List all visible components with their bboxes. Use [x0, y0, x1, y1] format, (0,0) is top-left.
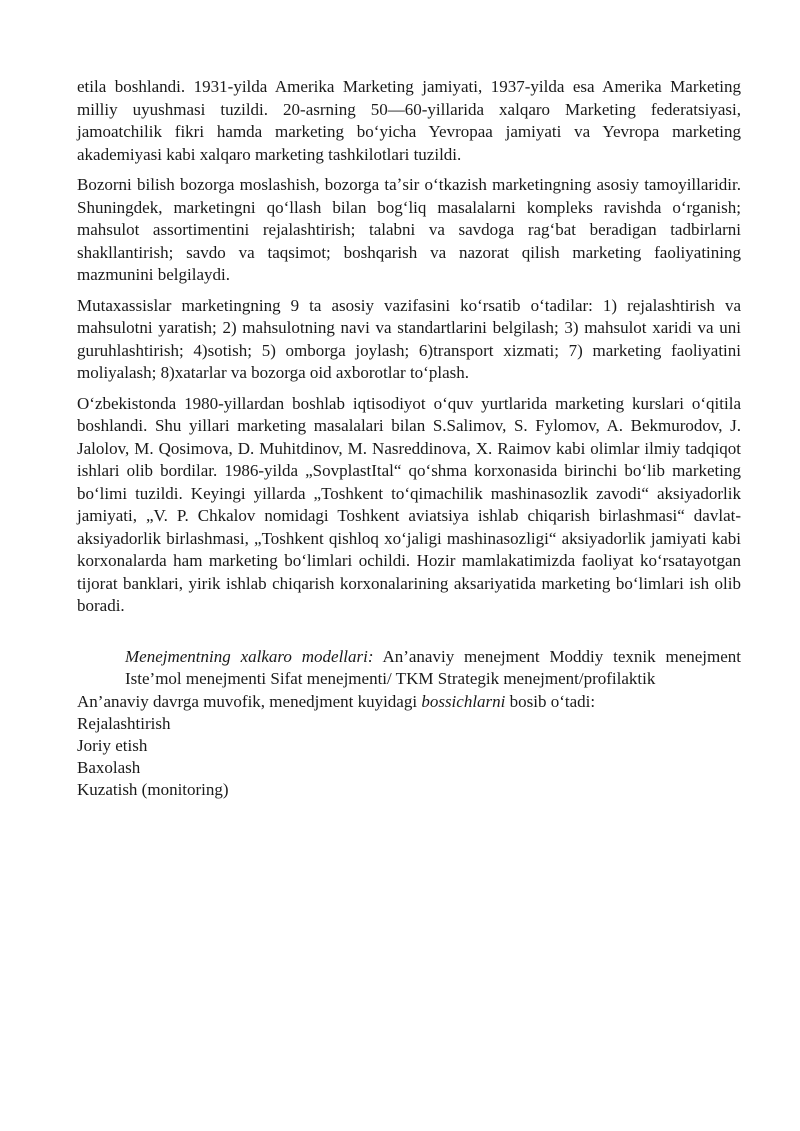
stages-intro-after: bosib o‘tadi: [505, 691, 596, 711]
management-models-lead: Menejmentning xalkaro modellari: [125, 646, 374, 666]
list-item: Kuzatish (monitoring) [77, 780, 229, 799]
management-stages-intro [77, 691, 741, 714]
stages-intro-emphasis: bossichlarni [421, 691, 506, 711]
management-models-paragraph [125, 646, 741, 691]
document-page [77, 76, 741, 801]
list-item: Baxolash [77, 758, 141, 777]
stages-intro-before: An’anaviy davrga muvofik, menedjment kuyidagi [77, 691, 422, 711]
paragraph-marketing-principles: Bozorni bilish bozorga moslashish, bozorga taʼsir oʻtkazish marketingning asosiy tamoyillaridir. Shuningdek, marketingni qoʻllash bilan bogʻliq masalalarni kompleks ravishda oʻrganish; mahsulot assortimentini rejalashtirish; talabni va savdoga ragʻbat beradigan tadbirlarni shakllantirish; savdo va taqsimot; boshqarish va nazorat qilish marketing faoliyatining mazmunini belgilaydi. [77, 175, 741, 284]
paragraph-marketing-history: etila boshlandi. 1931-yilda Amerika Marketing jamiyati, 1937-yilda esa Amerika Marketing milliy uyushmasi tuzildi. 20-asrning 50—60-yillarida xalqaro Marketing federatsiyasi, jamoatchilik fikri hamda marketing boʻyicha Yevropaa jamiyati va Yevropa marketing akademiyasi kabi xalqaro marketing tashkilotlari tuzildi. [77, 77, 741, 164]
list-item: Rejalashtirish [77, 714, 171, 733]
paragraph-marketing-functions: Mutaxassislar marketingning 9 ta asosiy vazifasini koʻrsatib oʻtadilar: 1) rejalashtirish va mahsulotni yaratish; 2) mahsulotning navi va standartlarini belgilash; 3) mahsulot xaridi va uni guruhlashtirish; 4)sotish; 5) omborga joylash; 6)transport xizmati; 7) marketing faoliyatini moliyalash; 8)xatarlar va bozorga oid axborotlar toʻplash. [77, 295, 741, 382]
management-models-text: An’anaviy menejment Moddiy texnik menejment Iste’mol menejmenti Sifat menejmenti/ TKM Strategik menejment/profilaktik [125, 646, 742, 688]
management-stages-list [77, 713, 741, 801]
list-item: Joriy etish [77, 736, 148, 755]
paragraph-uzbekistan-marketing: Oʻzbekistonda 1980-yillardan boshlab iqtisodiyot oʻquv yurtlarida marketing kurslari oʻqitila boshlandi. Shu yillari marketing masalalari bilan S.Salimov, S. Fylomov, A. Bekmurodov, J. Jalolov, M. Qosimova, D. Muhitdinov, M. Nasreddinova, X. Raimov kabi olimlar ilmiy tadqiqot ishlari olib bordilar. 1986-yilda „SovplastItal“ qoʻshma korxonasida birinchi boʻlib marketing boʻlimi tuzildi. Keyingi yillarda „Toshkent toʻqimachilik mashinasozlik zavodi“ aksiyadorlik jamiyati, „V. P. Chkalov nomidagi Toshkent aviatsiya ishlab chiqarish birlashmasi“ davlat-aksiyadorlik birlashmasi, „Toshkent qishloq xoʻjaligi mashinasozligi“ aksiyadorlik jamiyati kabi korxonalarda ham marketing boʻlimlari ochildi. Hozir mamlakatimizda faoliyat koʻrsatayotgan tijorat banklari, yirik ishlab chiqarish korxonalarining aksariyatida marketing boʻlimlari ish olib boradi. [77, 393, 741, 615]
